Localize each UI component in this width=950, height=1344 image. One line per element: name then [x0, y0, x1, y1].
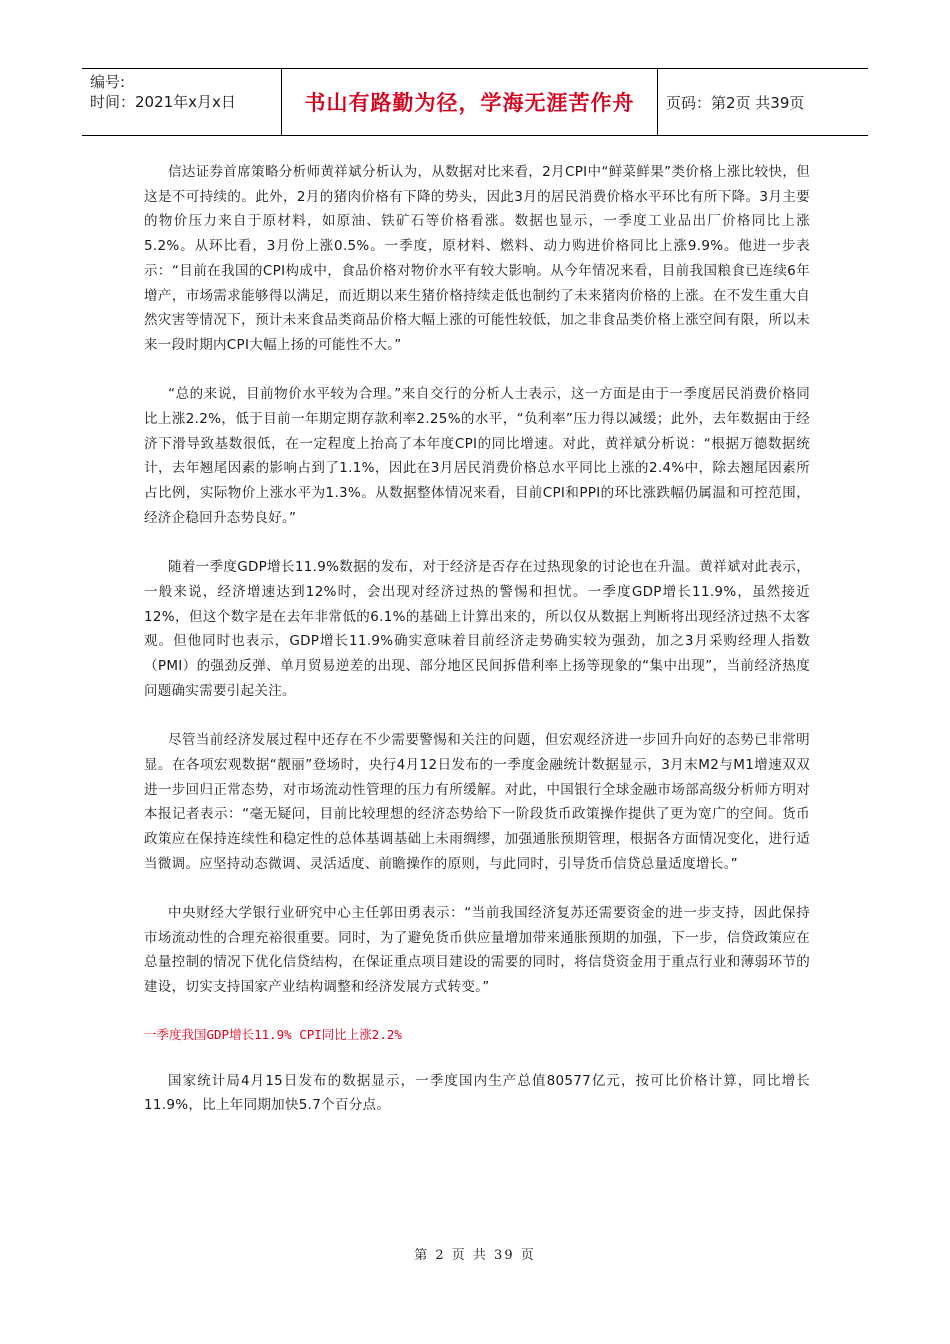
- page-header: [82, 68, 868, 136]
- document-time-label: 时间：2021年x月x日: [90, 93, 236, 111]
- page-footer: 第 2 页 共 39 页: [414, 1248, 536, 1263]
- header-motto: 书山有路勤为径，学海无涯苦作舟: [304, 91, 635, 115]
- header-motto-cell: [282, 69, 658, 135]
- paragraph: 国家统计局4月15日发布的数据显示，一季度国内生产总值80577亿元，按可比价格计算，同比增长11.9%，比上年同期加快5.7个百分点。: [144, 1072, 810, 1114]
- paragraph: 中央财经大学银行业研究中心主任郭田勇表示：“当前我国经济复苏还需要资金的进一步支持，因此保持市场流动性的合理充裕很重要。同时，为了避免货币供应量增加带来通胀预期的加强，下一步，信贷政策应在总量控制的情况下优化信贷结构，在保证重点项目建设的需要的同时，将信贷资金用于重点行业和薄弱环节的建设，切实支持国家产业结构调整和经济发展方式转变。”: [144, 905, 810, 996]
- paragraph: 随着一季度GDP增长11.9%数据的发布，对于经济是否存在过热现象的讨论也在升温。黄祥斌对此表示，一般来说，经济增速达到12%时，会出现对经济过热的警惕和担忧。一季度GDP增长11.9%，虽然接近12%，但这个数字是在去年非常低的6.1%的基础上计算出来的，所以仅从数据上判断将出现经济过热不太客观。但他同时也表示，GDP增长11.9%确实意味着目前经济走势确实较为强劲，加之3月采购经理人指数（PMI）的强劲反弹、单月贸易逆差的出现、部分地区民间拆借利率上扬等现象的“集中出现”，当前经济热度问题确实需要引起关注。: [144, 559, 810, 699]
- article-body: [144, 160, 810, 1143]
- paragraph: “总的来说，目前物价水平较为合理。”来自交行的分析人士表示，这一方面是由于一季度居民消费价格同比上涨2.2%，低于目前一年期定期存款利率2.25%的水平，“负利率”压力得以减缓；此外，去年数据由于经济下滑导致基数很低，在一定程度上抬高了本年度CPI的同比增速。对此，黄祥斌分析说：“根据万德数据统计，去年翘尾因素的影响占到了1.1%，因此在3月居民消费价格总水平同比上涨的2.4%中，除去翘尾因素所占比例，实际物价上涨水平为1.3%。从数据整体情况来看，目前CPI和PPI的环比涨跌幅仍属温和可控范围，经济企稳回升态势良好。”: [144, 386, 810, 526]
- header-page-info: 页码：第2页 共39页: [666, 93, 805, 112]
- header-page-info-cell: [658, 69, 868, 135]
- section-heading: 一季度我国GDP增长11.9% CPI同比上涨2.2%: [144, 1026, 402, 1042]
- paragraph: 信达证券首席策略分析师黄祥斌分析认为，从数据对比来看，2月CPI中“鲜菜鲜果”类价格上涨比较快，但这是不可持续的。此外，2月的猪肉价格有下降的势头，因此3月的居民消费价格水平环比有所下降。3月主要的物价压力来自于原材料，如原油、铁矿石等价格看涨。数据也显示，一季度工业品出厂价格同比上涨5.2%。从环比看，3月份上涨0.5%。一季度，原材料、燃料、动力购进价格同比上涨9.9%。他进一步表示：“目前在我国的CPI构成中，食品价格对物价水平有较大影响。从今年情况来看，目前我国粮食已连续6年增产，市场需求能够得以满足，而近期以来生猪价格持续走低也制约了未来猪肉价格的上涨。在不发生重大自然灾害等情况下，预计未来食品类商品价格大幅上涨的可能性较低，加之非食品类价格上涨空间有限，所以未来一段时期内CPI大幅上扬的可能性不大。”: [144, 164, 810, 353]
- header-meta: [82, 69, 282, 135]
- paragraph: 尽管当前经济发展过程中还存在不少需要警惕和关注的问题，但宏观经济进一步回升向好的态势已非常明显。在各项宏观数据“靓丽”登场时，央行4月12日发布的一季度金融统计数据显示，3月末M2与M1增速双双进一步回归正常态势，对市场流动性管理的压力有所缓解。对此，中国银行全球金融市场部高级分析师方明对本报记者表示：“毫无疑问，目前比较理想的经济态势给下一阶段货币政策操作提供了更为宽广的空间。货币政策应在保持连续性和稳定性的总体基调基础上未雨绸缪，加强通胀预期管理，根据各方面情况变化，进行适当微调。应坚持动态微调、灵活适度、前瞻操作的原则，与此同时，引导货币信贷总量适度增长。”: [144, 732, 810, 872]
- document-number-label: 编号:: [90, 73, 126, 91]
